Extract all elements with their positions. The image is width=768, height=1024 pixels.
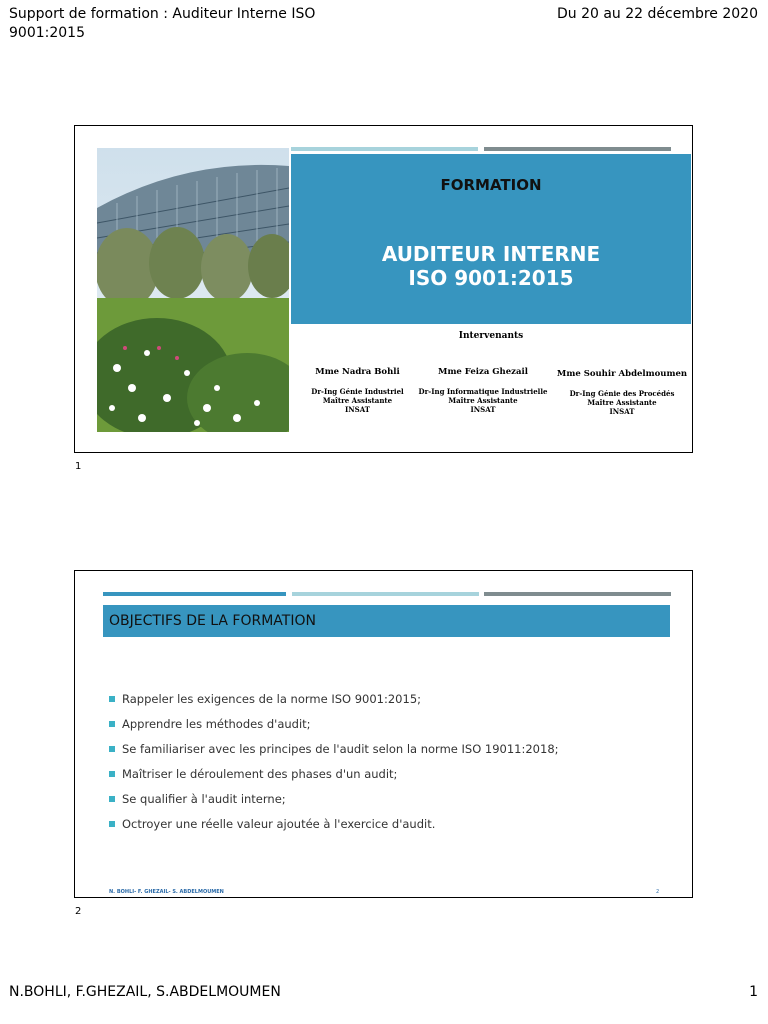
decorative-bar-gray xyxy=(484,147,671,151)
speaker-degree: Dr-Ing Génie Industriel xyxy=(311,387,404,396)
objectives-title: OBJECTIFS DE LA FORMATION xyxy=(103,605,670,637)
speaker-card xyxy=(553,370,691,416)
speaker-card xyxy=(291,368,424,414)
speaker-name: Mme Nadra Bohli xyxy=(315,367,400,377)
speaker-name: Mme Feiza Ghezail xyxy=(438,367,528,377)
list-item-text: Apprendre les méthodes d'audit; xyxy=(122,717,311,731)
document-page-number: 1 xyxy=(749,984,758,1000)
course-title-line2: ISO 9001:2015 xyxy=(408,266,574,290)
list-item-text: Se qualifier à l'audit interne; xyxy=(122,792,286,806)
speaker-institution: INSAT xyxy=(609,407,635,416)
speaker-position: Maître Assistante xyxy=(322,396,393,405)
list-item xyxy=(109,787,559,812)
list-item xyxy=(109,687,559,712)
building-photo xyxy=(97,148,289,432)
list-item xyxy=(109,762,559,787)
document-footer-authors: N.BOHLI, F.GHEZAIL, S.ABDELMOUMEN xyxy=(9,984,281,1000)
slide-index-2: 2 xyxy=(75,906,82,917)
list-item-text: Rappeler les exigences de la norme ISO 9001:2015; xyxy=(122,692,422,706)
speaker-position: Maître Assistante xyxy=(587,398,657,407)
list-item-text: Se familiariser avec les principes de l'audit selon la norme ISO 19011:2018; xyxy=(122,742,559,756)
slide-footer-number: 2 xyxy=(656,889,660,895)
decorative-bar-gray xyxy=(484,592,671,596)
decorative-bar-light xyxy=(292,592,479,596)
speaker-degree: Dr-Ing Informatique Industrielle xyxy=(418,387,548,396)
formation-label: FORMATION xyxy=(440,176,542,194)
slide-1 xyxy=(74,125,693,453)
speaker-position: Maître Assistante xyxy=(448,396,518,405)
speakers-panel xyxy=(291,326,691,432)
list-item xyxy=(109,812,559,837)
speakers-heading: Intervenants xyxy=(458,331,524,341)
objectives-list xyxy=(109,687,559,837)
list-item xyxy=(109,712,559,737)
decorative-bar-teal xyxy=(103,592,286,596)
square-bullet-icon xyxy=(109,746,115,752)
slide-index-1: 1 xyxy=(75,461,82,472)
course-title-line1: AUDITEUR INTERNE xyxy=(381,242,601,266)
course-title xyxy=(291,242,691,290)
square-bullet-icon xyxy=(109,796,115,802)
speaker-card xyxy=(415,368,551,414)
square-bullet-icon xyxy=(109,696,115,702)
list-item-text: Maîtriser le déroulement des phases d'un audit; xyxy=(122,767,398,781)
slide-footer-authors: N. BOHLI- F. GHEZAIL- S. ABDELMOUMEN xyxy=(109,889,224,895)
speaker-name: Mme Souhir Abdelmoumen xyxy=(556,369,688,379)
decorative-bar-light xyxy=(291,147,478,151)
speaker-institution: INSAT xyxy=(470,405,496,414)
square-bullet-icon xyxy=(109,721,115,727)
list-item xyxy=(109,737,559,762)
document-header-title: Support de formation : Auditeur Interne ISO 9001:2015 xyxy=(9,6,316,41)
speaker-institution: INSAT xyxy=(345,405,370,414)
square-bullet-icon xyxy=(109,771,115,777)
title-panel xyxy=(291,154,691,324)
document-header-date: Du 20 au 22 décembre 2020 xyxy=(556,6,758,22)
speaker-degree: Dr-Ing Génie des Procédés xyxy=(569,389,675,398)
slide-2 xyxy=(74,570,693,898)
square-bullet-icon xyxy=(109,821,115,827)
list-item-text: Octroyer une réelle valeur ajoutée à l'exercice d'audit. xyxy=(122,817,436,831)
